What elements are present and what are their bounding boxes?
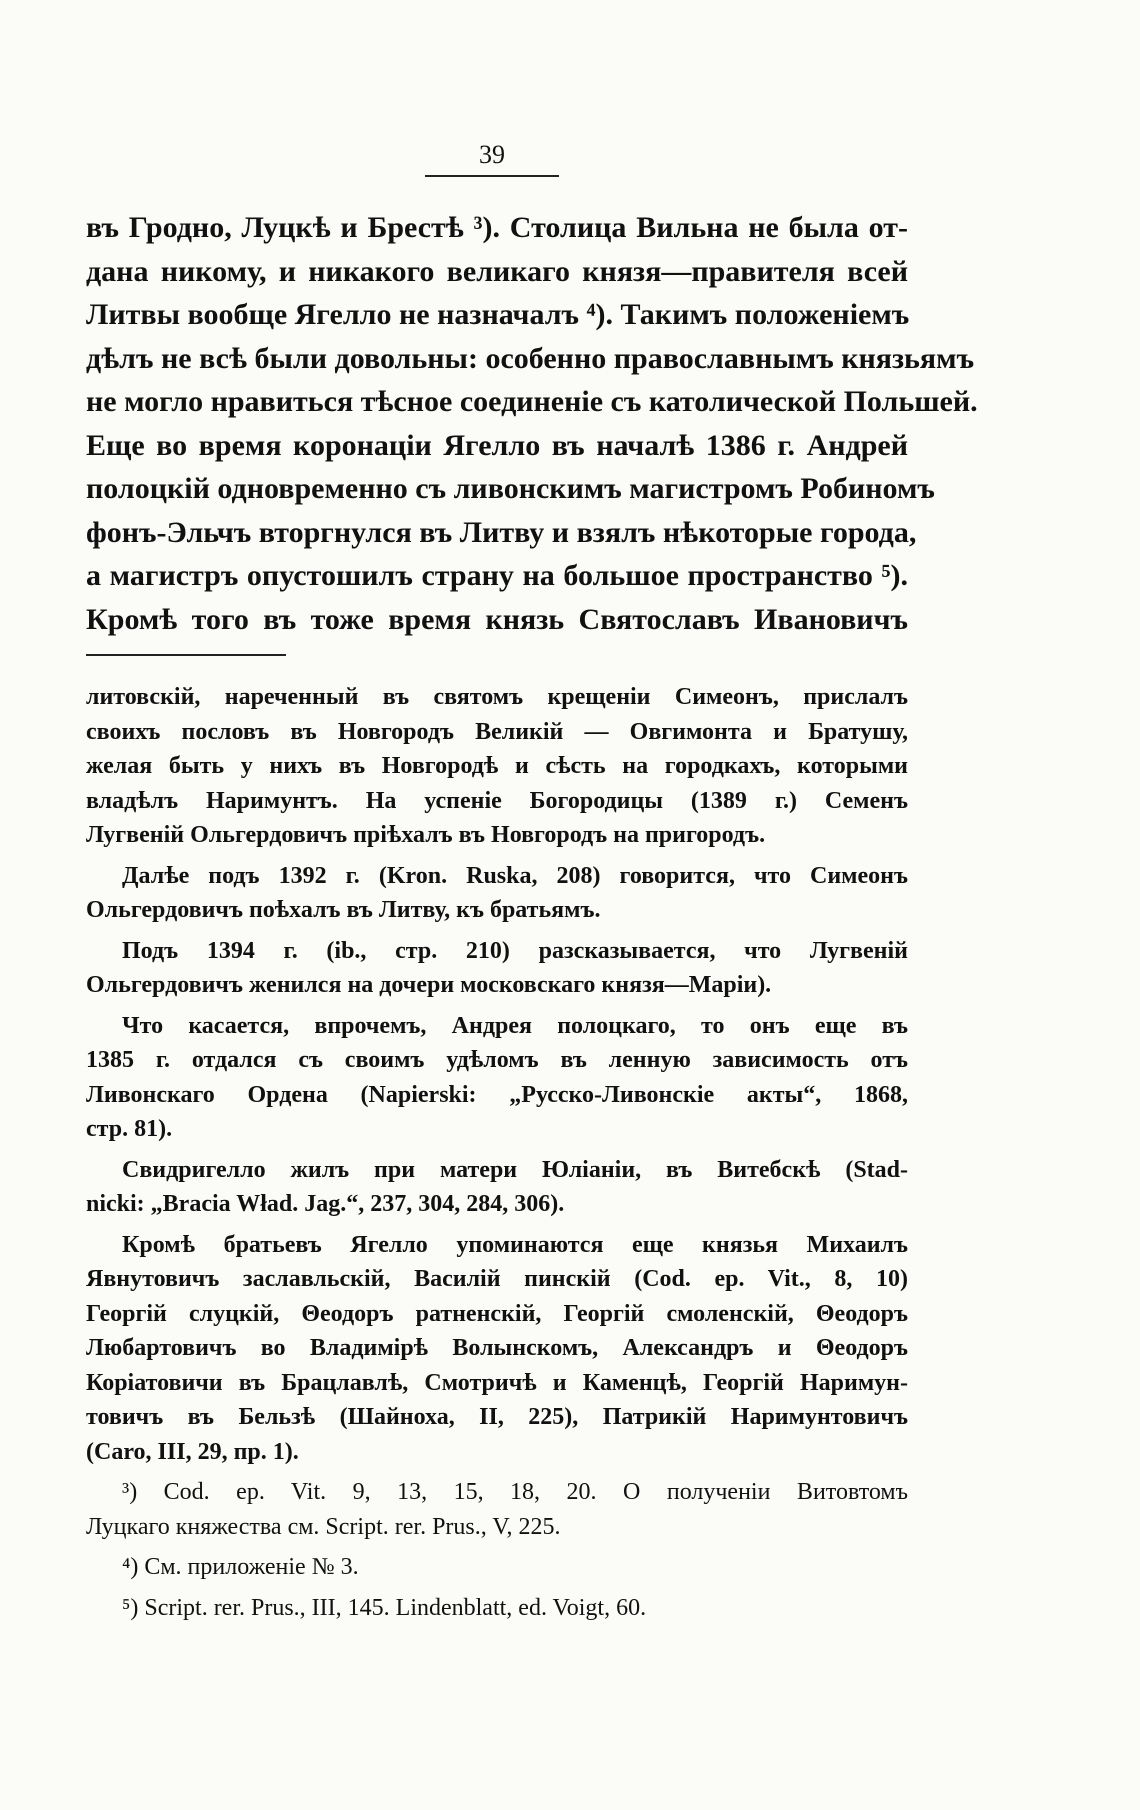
footnote-line: 1385 г. отдался съ своимъ удѣломъ въ ленную зависимость отъ [86, 1047, 908, 1073]
footnote-line: Явнутовичъ заславльскій, Василій пинскій (Cod. ep. Vit., 8, 10) [86, 1266, 908, 1292]
footnote-line: Коріатовичи въ Брацлавлѣ, Смотричѣ и Каменцѣ, Георгій Наримун- [86, 1369, 908, 1396]
main-text-line: Кромѣ того въ тоже время князь Святославъ Ивановичъ [86, 602, 908, 636]
main-text-line: фонъ-Эльчъ вторгнулся въ Литву и взялъ нѣкоторые города, [86, 515, 917, 549]
footnote-line: Ливонскаго Ордена (Napierski: „Русско-Ливонскіе акты“, 1868, [86, 1081, 908, 1108]
footnote-line: Подъ 1394 г. (ib., стр. 210) разсказывается, что Лугвеній [122, 937, 908, 964]
footnotes [86, 680, 908, 1625]
footnote-line: Далѣе подъ 1392 г. (Kron. Ruska, 208) говорится, что Симеонъ [122, 862, 908, 889]
footnote-line: владѣлъ Наримунтъ. На успеніе Богородицы (1389 г.) Семенъ [86, 787, 908, 814]
footnote-3-line: ³) Cod. ep. Vit. 9, 13, 15, 18, 20. О полученіи Витовтомъ [122, 1479, 908, 1505]
footnote-3-line: Луцкаго княжества см. Script. rer. Prus., V, 225. [86, 1513, 561, 1540]
footnote-line: Ольгердовичъ женился на дочери московскаго князя—Маріи). [86, 972, 772, 998]
footnote-line: Ольгердовичъ поѣхалъ въ Литву, къ братьямъ. [86, 897, 601, 923]
main-text-line: полоцкій одновременно съ ливонскимъ магистромъ Робиномъ [86, 472, 935, 505]
main-text-line: Литвы вообще Ягелло не назначалъ ⁴). Такимъ положеніемъ [86, 298, 910, 331]
footnote-line: Лугвеній Ольгердовичъ пріѣхалъ въ Новгородъ на пригородъ. [86, 822, 766, 848]
main-text-line: дѣлъ не всѣ были довольны: особенно православнымъ князьямъ [86, 341, 975, 375]
main-text-line: Еще во время коронаціи Ягелло въ началѣ 1386 г. Андрей [86, 428, 908, 462]
main-text [86, 206, 978, 641]
footnote-line: литовскій, нареченный въ святомъ крещеніи Симеонъ, прислалъ [86, 684, 908, 710]
footnote-separator [86, 654, 286, 656]
footnote-line: Любартовичъ во Владимірѣ Волынскомъ, Александръ и Θеодоръ [86, 1335, 908, 1361]
footnote-line: стр. 81). [86, 1116, 173, 1142]
footnote-line: товичъ въ Бельзѣ (Шайноха, II, 225), Патрикій Наримунтовичъ [86, 1404, 908, 1430]
main-text-line: не могло нравиться тѣсное соединеніе съ католической Польшей. [86, 385, 978, 418]
main-text-line: дана никому, и никакого великаго князя—правителя всей [86, 254, 908, 288]
footnote-line: желая быть у нихъ въ Новгородѣ и сѣсть на городкахъ, которыми [86, 753, 908, 779]
footnote-4-line: ⁴) См. приложеніе № 3. [122, 1554, 359, 1580]
main-text-line: въ Гродно, Луцкѣ и Брестѣ ³). Столица Вильна не была от- [86, 211, 908, 244]
footnote-line: (Caro, III, 29, пр. 1). [86, 1438, 299, 1465]
footnote-line: nicki: „Bracia Wład. Jag.“, 237, 304, 284, 306). [86, 1191, 565, 1217]
footnote-line: Георгій слуцкій, Θеодоръ ратненскій, Георгій смоленскій, Θеодоръ [86, 1300, 908, 1327]
footnote-line: Кромѣ братьевъ Ягелло упоминаются еще князья Михаилъ [122, 1231, 908, 1258]
page-number: 39 [479, 140, 505, 169]
main-text-line: а магистръ опустошилъ страну на большое пространство ⁵). [86, 559, 908, 592]
footnote-line: своихъ пословъ въ Новгородъ Великій — Овгимонта и Братушу, [86, 718, 908, 745]
page-number-rule [425, 175, 559, 177]
footnote-5-line: ⁵) Script. rer. Prus., III, 145. Lindenblatt, ed. Voigt, 60. [122, 1594, 647, 1621]
footnote-line: Что касается, впрочемъ, Андрея полоцкаго, то онъ еще въ [122, 1012, 908, 1039]
footnote-line: Свидригелло жилъ при матери Юліаніи, въ Витебскѣ (Stad- [122, 1156, 908, 1183]
